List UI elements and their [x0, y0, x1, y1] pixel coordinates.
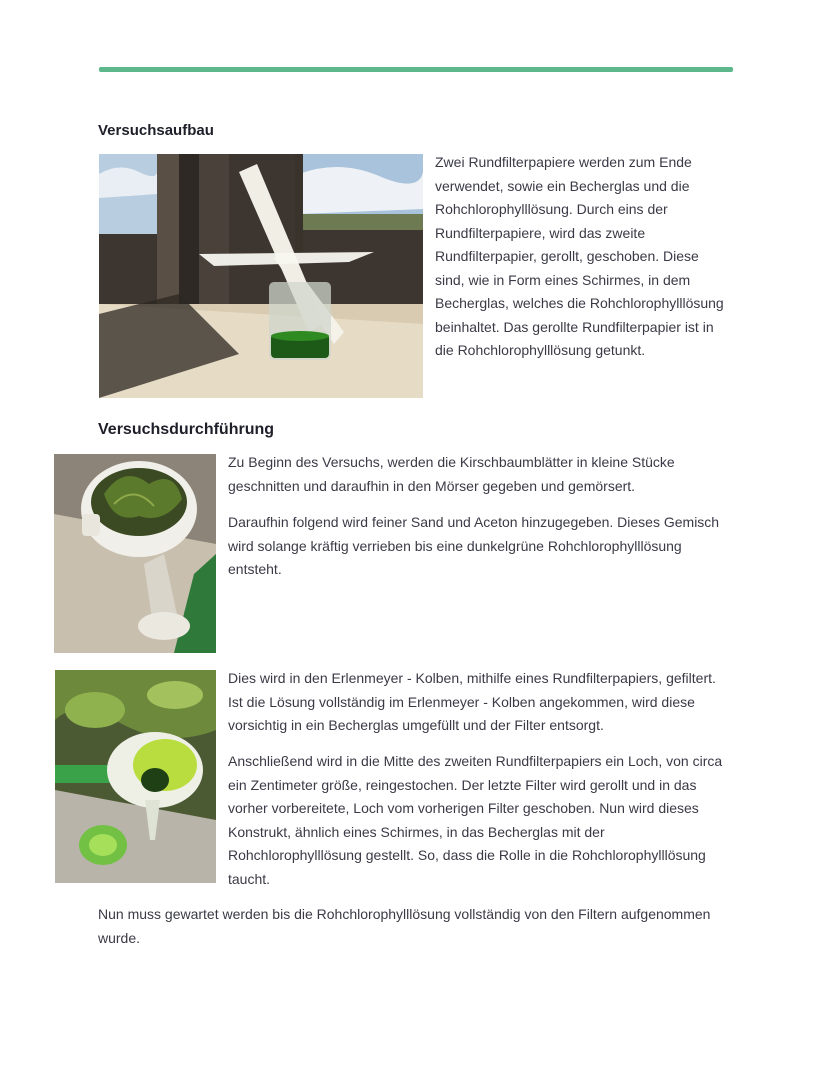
heading-versuchsdurchfuehrung: Versuchsdurchführung [98, 421, 275, 438]
beaker-filter-photo [99, 154, 423, 398]
durchfuehrung-paragraph-5: Nun muss gewartet werden bis die Rohchlorophylllösung vollständig von den Filtern aufgenommen wurde. [98, 906, 711, 946]
mortar-leaves-photo [54, 454, 216, 653]
durchfuehrung-paragraph-4: Anschließend wird in die Mitte des zweiten Rundfilterpapiers ein Loch, von circa ein Zentimeter größe, reingestochen. Der letzte Filter wird gerollt und in das vorher vorbereitete, Loch vom vorherigen Filter geschoben. Nun wird dieses Konstrukt, ähnlich eines Schirmes, in das Becherglas mit der Rohchlorophylllösung gestellt. So, dass die Rolle in die Rohchlorophylllösung taucht. [228, 753, 723, 887]
funnel-filter-photo [55, 670, 216, 883]
aufbau-description: Zwei Rundfilterpapiere werden zum Ende verwendet, sowie ein Becherglas und die Rohchlorophylllösung. Durch eins der Rundfilterpapiere, wird das zweite Rundfilterpapier, gerollt, geschoben. Diese sind, wie in Form eines Schirmes, in dem Becherglas, welches die Rohchlorophylllösung beinhaltet. Das gerollte Rundfilterpapier ist in die Rohchlorophylllösung getunkt. [435, 154, 724, 358]
durchfuehrung-paragraph-2: Daraufhin folgend wird feiner Sand und Aceton hinzugegeben. Dieses Gemisch wird solange kräftig verrieben bis eine dunkelgrüne Rohchlorophylllösung entsteht. [228, 514, 720, 577]
heading-versuchsaufbau: Versuchsaufbau [98, 122, 214, 139]
accent-divider [99, 67, 733, 72]
durchfuehrung-paragraph-1: Zu Beginn des Versuchs, werden die Kirschbaumblätter in kleine Stücke geschnitten und daraufhin in den Mörser gegeben und gemörsert. [228, 454, 675, 494]
durchfuehrung-paragraph-3: Dies wird in den Erlenmeyer - Kolben, mithilfe eines Rundfilterpapiers, gefiltert. Ist die Lösung vollständig im Erlenmeyer - Kolben angekommen, wird diese vorsichtig in ein Becherglas umgefüllt und der Filter entsorgt. [228, 670, 716, 733]
